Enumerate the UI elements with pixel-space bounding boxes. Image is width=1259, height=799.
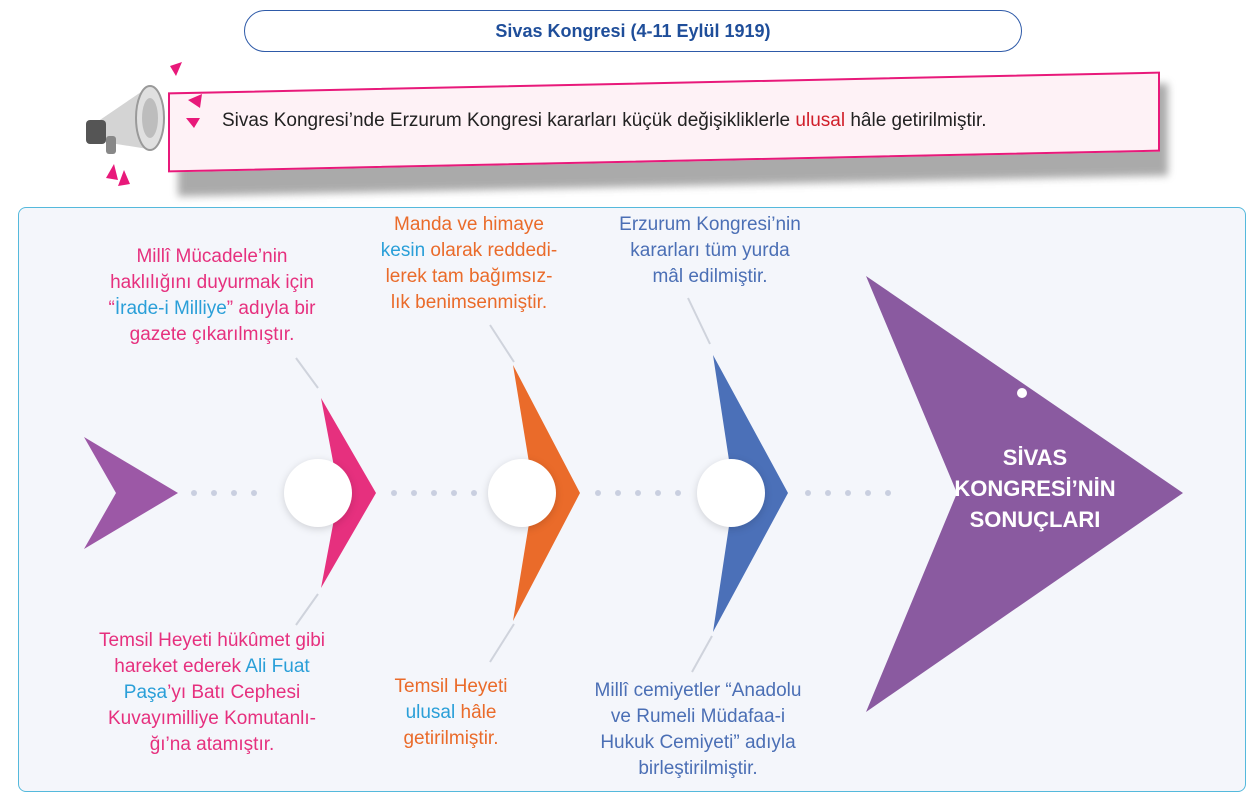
banner-text-end: hâle getirilmiştir. [845, 110, 987, 131]
highlight-term: kesin [380, 240, 426, 261]
text-line: Paşa’yı Batı Cephesi [123, 682, 301, 703]
text-line: getirilmiştir. [403, 728, 499, 749]
tail-shape [84, 437, 178, 549]
page-title-text: Sivas Kongresi (4-11 Eylül 1919) [495, 20, 771, 41]
center-label-line1: SİVAS [1002, 445, 1068, 470]
text-line: hareket ederek Ali Fuat [114, 656, 310, 677]
highlight-term: Ali Fuat [245, 656, 310, 677]
highlight-term: Paşa [123, 682, 168, 703]
text-line: lerek tam bağımsız- [385, 266, 553, 287]
text-line: ğı’na atamıştır. [149, 734, 275, 755]
fish-eye [1017, 388, 1027, 398]
highlight-term: İrade-i Milliye [114, 298, 227, 319]
text-line: mâl edilmiştir. [652, 266, 768, 287]
text-line: lık benimsenmiştir. [390, 292, 548, 313]
text-line: ve Rumeli Müdafaa-i [610, 706, 786, 727]
text-line: kararları tüm yurda [630, 240, 790, 261]
highlight-term: ulusal [405, 702, 456, 723]
result-erzurum-kararlari [592, 212, 828, 290]
text-line: Hukuk Cemiyeti” adıyla [600, 732, 796, 753]
text-line: ulusal hâle [405, 702, 497, 723]
text-line: Kuvayımilliye Komutanlı- [107, 708, 317, 729]
banner-highlight: ulusal [795, 110, 846, 131]
text-line: gazete çıkarılmıştır. [129, 324, 295, 345]
center-label [950, 442, 1120, 535]
result-temsil-heyeti-ulusal [364, 674, 538, 752]
text-line: Temsil Heyeti [394, 676, 508, 697]
text-line: Millî Mücadele’nin [136, 246, 288, 267]
result-mudafaa-i-hukuk [562, 678, 834, 782]
result-manda-himaye [358, 212, 580, 316]
text-line: haklılığını duyurmak için [110, 272, 314, 293]
text-line: “İrade-i Milliye” adıyla bir [108, 298, 316, 319]
center-label-line3: SONUÇLARI [969, 507, 1101, 532]
center-label-line2: KONGRESİ’NİN [954, 476, 1116, 501]
result-ali-fuat-pasa [62, 628, 362, 758]
text-line: kesin olarak reddedi- [380, 240, 558, 261]
text-line: birleştirilmiştir. [638, 758, 758, 779]
text-line: Manda ve himaye [394, 214, 544, 235]
result-irade-i-milliye [76, 244, 348, 348]
text-line: Erzurum Kongresi’nin [619, 214, 801, 235]
text-line: Millî cemiyetler “Anadolu [594, 680, 802, 701]
text-line: Temsil Heyeti hükûmet gibi [99, 630, 325, 651]
banner-text-start: Sivas Kongresi’nde Erzurum Kongresi kararları küçük değişikliklerle [222, 110, 796, 131]
